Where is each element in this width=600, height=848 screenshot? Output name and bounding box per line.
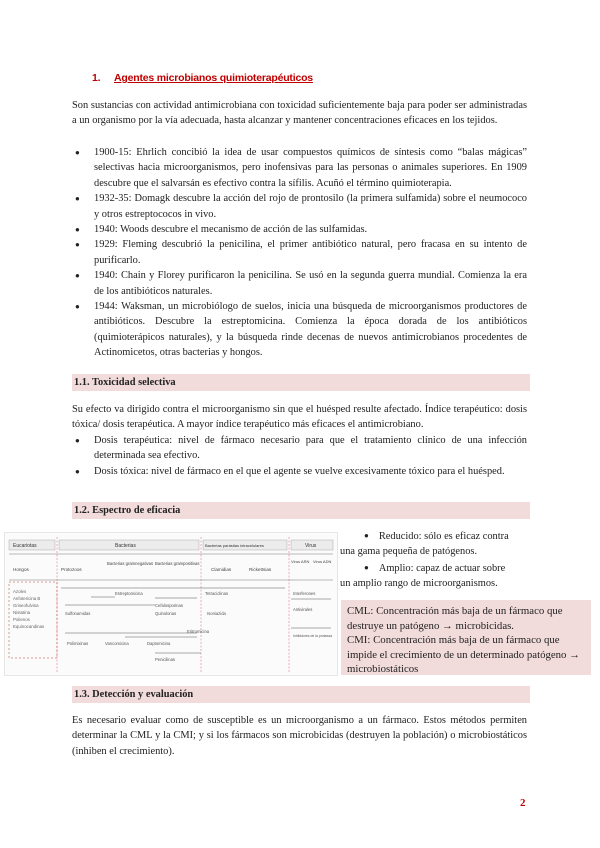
drug-label: Daptomicina — [147, 641, 171, 646]
intro-paragraph: Son sustancias con actividad antimicrobiana con toxicidad suficientemente baja para poder ser administradas a un organismo por la vía adecuada, hasta alcanzar y mantener concentraciones eficaces en los tejidos. — [72, 100, 527, 127]
drug-label: Estreptomicina — [115, 591, 143, 596]
drug-label: Equinocandinas — [13, 624, 45, 629]
spectrum-diagram — [5, 533, 337, 675]
history-list — [72, 145, 527, 361]
history-item: ● 1940: Chain y Florey purificaron la penicilina. Se usó en la segunda guerra mundial. Comienza la era de los antibióticos naturales. — [72, 268, 527, 299]
toxicity-item: ● Dosis tóxica: nivel de fármaco en el que el agente se vuelve excesivamente tóxico para el huésped. — [72, 464, 527, 479]
drug-label: Inhibidores de la proteasa — [293, 634, 333, 638]
drug-label: Azoles — [13, 589, 27, 594]
header-label: Bacterias parásitas intracelulares — [205, 543, 264, 548]
drug-label: Sulfonamidas — [65, 611, 91, 616]
drug-label: Tetraciclinas — [205, 591, 229, 596]
history-item: ● 1929: Fleming descubrió la penicilina, el primer antibiótico natural, pero fracasa en su intento de purificarlo. — [72, 237, 527, 268]
cml-cmi-box — [341, 600, 591, 675]
page-number: 2 — [520, 797, 526, 809]
history-item: ● 1900-15: Ehrlich concibió la idea de usar compuestos químicos de síntesis como “balas mágicas” selectivas hacia microorganismos, pero inofensivas para las personas o animales superiores. En 1909 descubre que el salvarsán es efectivo contra la sífilis. Acuñó el término quimioterapia. — [72, 145, 527, 191]
spectrum-types — [340, 528, 530, 592]
header-label: Virus — [305, 543, 317, 549]
drug-label: Nistatina — [13, 610, 31, 615]
drug-label: Polienos — [13, 617, 30, 622]
chapter-heading — [92, 72, 313, 84]
drug-label: Anfotericina B — [13, 596, 41, 601]
drug-label: Vancomicina — [105, 641, 129, 646]
cmi-definition: CMI: Concentración más baja de un fármaco que impide el crecimiento de un determinado patógeno → microbiostáticos — [347, 634, 580, 675]
toxicity-item: ● Dosis terapéutica: nivel de fármaco necesario para que el tratamiento clínico de una infección determinada sea efectivo. — [72, 433, 527, 464]
group-label: Bacterias grampositivas — [155, 561, 200, 566]
chapter-number: 1. — [92, 72, 101, 84]
cml-definition: CML: Concentración más baja de un fármaco que destruye un patógeno → microbicidas. — [347, 605, 563, 632]
drug-label: Griseofulvina — [13, 603, 39, 608]
drug-label: Polimixinas — [67, 641, 89, 646]
drug-label: Cefalosporinas — [155, 603, 183, 608]
drug-label: Isoniazida — [207, 611, 226, 616]
history-item: ● 1940: Woods descubre el mecanismo de acción de las sulfamidas. — [72, 222, 527, 237]
group-label: Bacterias gramnegativas — [107, 561, 154, 566]
drug-label: Eritromicina — [187, 629, 210, 634]
header-label: Bacterias — [115, 543, 136, 549]
drug-label: Penicilinas — [155, 657, 176, 662]
group-label: Virus ADN — [313, 559, 332, 564]
toxicity-paragraph: Su efecto va dirigido contra el microorganismo sin que el huésped resulte afectado. Índice terapéutico: dosis tóxica/ dosis terapéutica. A mayor índice terapéutico más eficaces el antimicrobiano. — [72, 404, 527, 431]
section-heading-toxicity: 1.1. Toxicidad selectiva — [72, 374, 530, 391]
chapter-title: Agentes microbianos quimioterapéuticos — [114, 72, 313, 84]
drug-label: Interferones — [293, 591, 316, 596]
spectrum-broad-line2: un amplio rango de microorganismos. — [340, 578, 498, 590]
toxicity-list — [72, 433, 527, 479]
drug-label: Quinolonas — [155, 611, 177, 616]
section-heading-detection: 1.3. Detección y evaluación — [72, 686, 530, 703]
bullet-icon: ● — [364, 562, 369, 572]
group-label: Rickettsias — [249, 567, 272, 572]
spectrum-reduced-line1: ● Reducido: sólo es eficaz contra — [364, 531, 509, 542]
history-item: ● 1944: Waksman, un microbiólogo de suelos, inicia una búsqueda de microorganismos productores de antibióticos. Descubre la estreptomicina. Comienza la época dorada de los antibióticos (quimioterápicos naturales), y la búsqueda rinde decenas de nuevos antimicrobianos procedentes de Actinomicetos, otras bacterias y hongos. — [72, 299, 527, 361]
section-heading-spectrum: 1.2. Espectro de eficacia — [72, 502, 530, 519]
bullet-icon: ● — [364, 531, 369, 540]
spectrum-broad-line1: ● Amplio: capaz de actuar sobre — [364, 562, 506, 574]
spectrum-figure — [4, 532, 338, 676]
group-label: Clamidias — [211, 567, 232, 572]
group-label: Protozoos — [61, 567, 82, 572]
header-label: Eucariotas — [13, 543, 37, 549]
spectrum-reduced-line2: una gama pequeña de patógenos. — [340, 546, 478, 558]
group-label: Hongos — [13, 567, 29, 572]
history-item: ● 1932-35: Domagk descubre la acción del rojo de prontosilo (la primera sulfamida) sobre el neumococo y otros estreptococos in vivo. — [72, 191, 527, 222]
group-label: Virus ARN — [291, 559, 310, 564]
drug-label: Antivirales — [293, 607, 313, 612]
detection-paragraph: Es necesario evaluar como de susceptible es un microorganismo a un fármaco. Estos métodos permiten determinar la CML y la CMI; y si los fármacos son microbicidas (destruyen la población) o microbiostáticos (inhiben el crecimiento). — [72, 715, 527, 757]
